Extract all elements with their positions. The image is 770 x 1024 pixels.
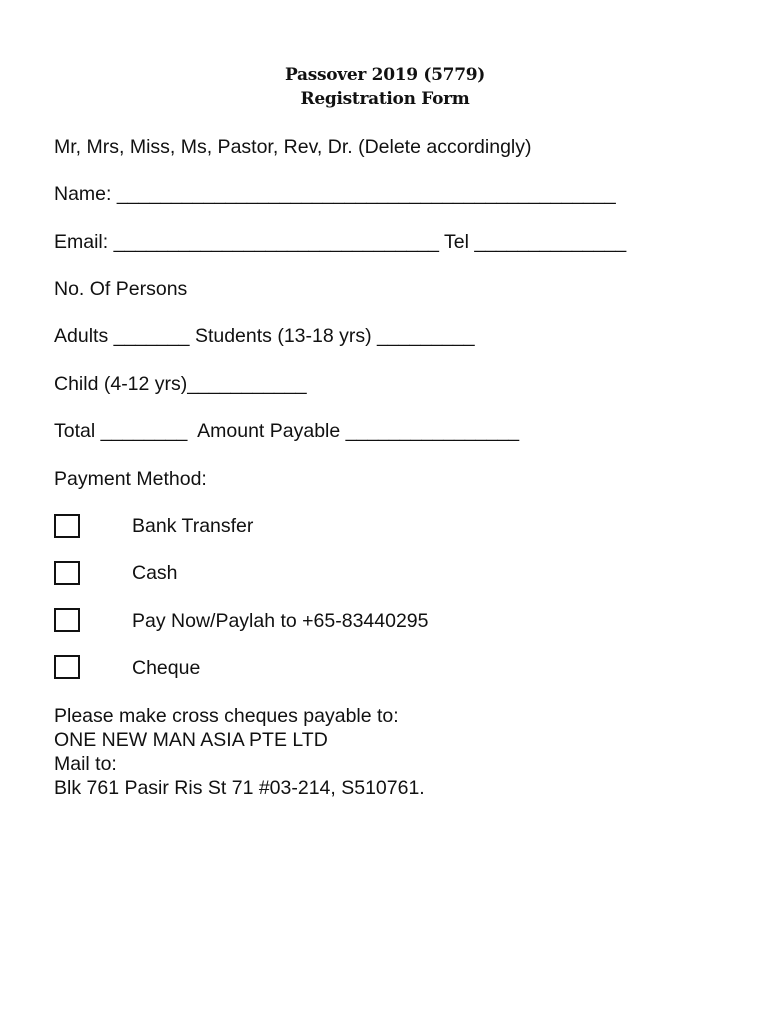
cash-checkbox[interactable] xyxy=(54,561,80,585)
name-field: Name: ______________________________________________ xyxy=(54,183,616,205)
form-subtitle: Registration Form xyxy=(300,89,470,109)
form-title: Passover 2019 (5779) xyxy=(284,65,486,85)
salutation-line: Mr, Mrs, Miss, Ms, Pastor, Rev, Dr. (Delete accordingly) xyxy=(54,136,532,158)
payment-method-heading: Payment Method: xyxy=(54,468,207,490)
child-field: Child (4-12 yrs)___________ xyxy=(54,373,307,395)
payee-name: ONE NEW MAN ASIA PTE LTD xyxy=(54,729,328,751)
cheque-checkbox[interactable] xyxy=(54,655,80,679)
mailing-address: Blk 761 Pasir Ris St 71 #03-214, S510761. xyxy=(54,777,425,799)
adults-students-field: Adults _______ Students (13-18 yrs) _________ xyxy=(54,325,475,347)
mail-to-label: Mail to: xyxy=(54,753,117,775)
paynow-label: Pay Now/Paylah to +65-83440295 xyxy=(132,610,429,632)
payment-instructions xyxy=(54,704,425,800)
bank-transfer-checkbox[interactable] xyxy=(54,514,80,538)
total-amount-field: Total ________ Amount Payable ________________ xyxy=(54,420,520,442)
cheque-instruction: Please make cross cheques payable to: xyxy=(54,705,399,727)
cash-label: Cash xyxy=(132,562,178,584)
paynow-checkbox[interactable] xyxy=(54,608,80,632)
cheque-label: Cheque xyxy=(132,657,201,679)
email-tel-field: Email: ______________________________ Tel ______________ xyxy=(54,231,627,253)
bank-transfer-label: Bank Transfer xyxy=(132,515,254,537)
no-of-persons-label: No. Of Persons xyxy=(54,278,188,300)
